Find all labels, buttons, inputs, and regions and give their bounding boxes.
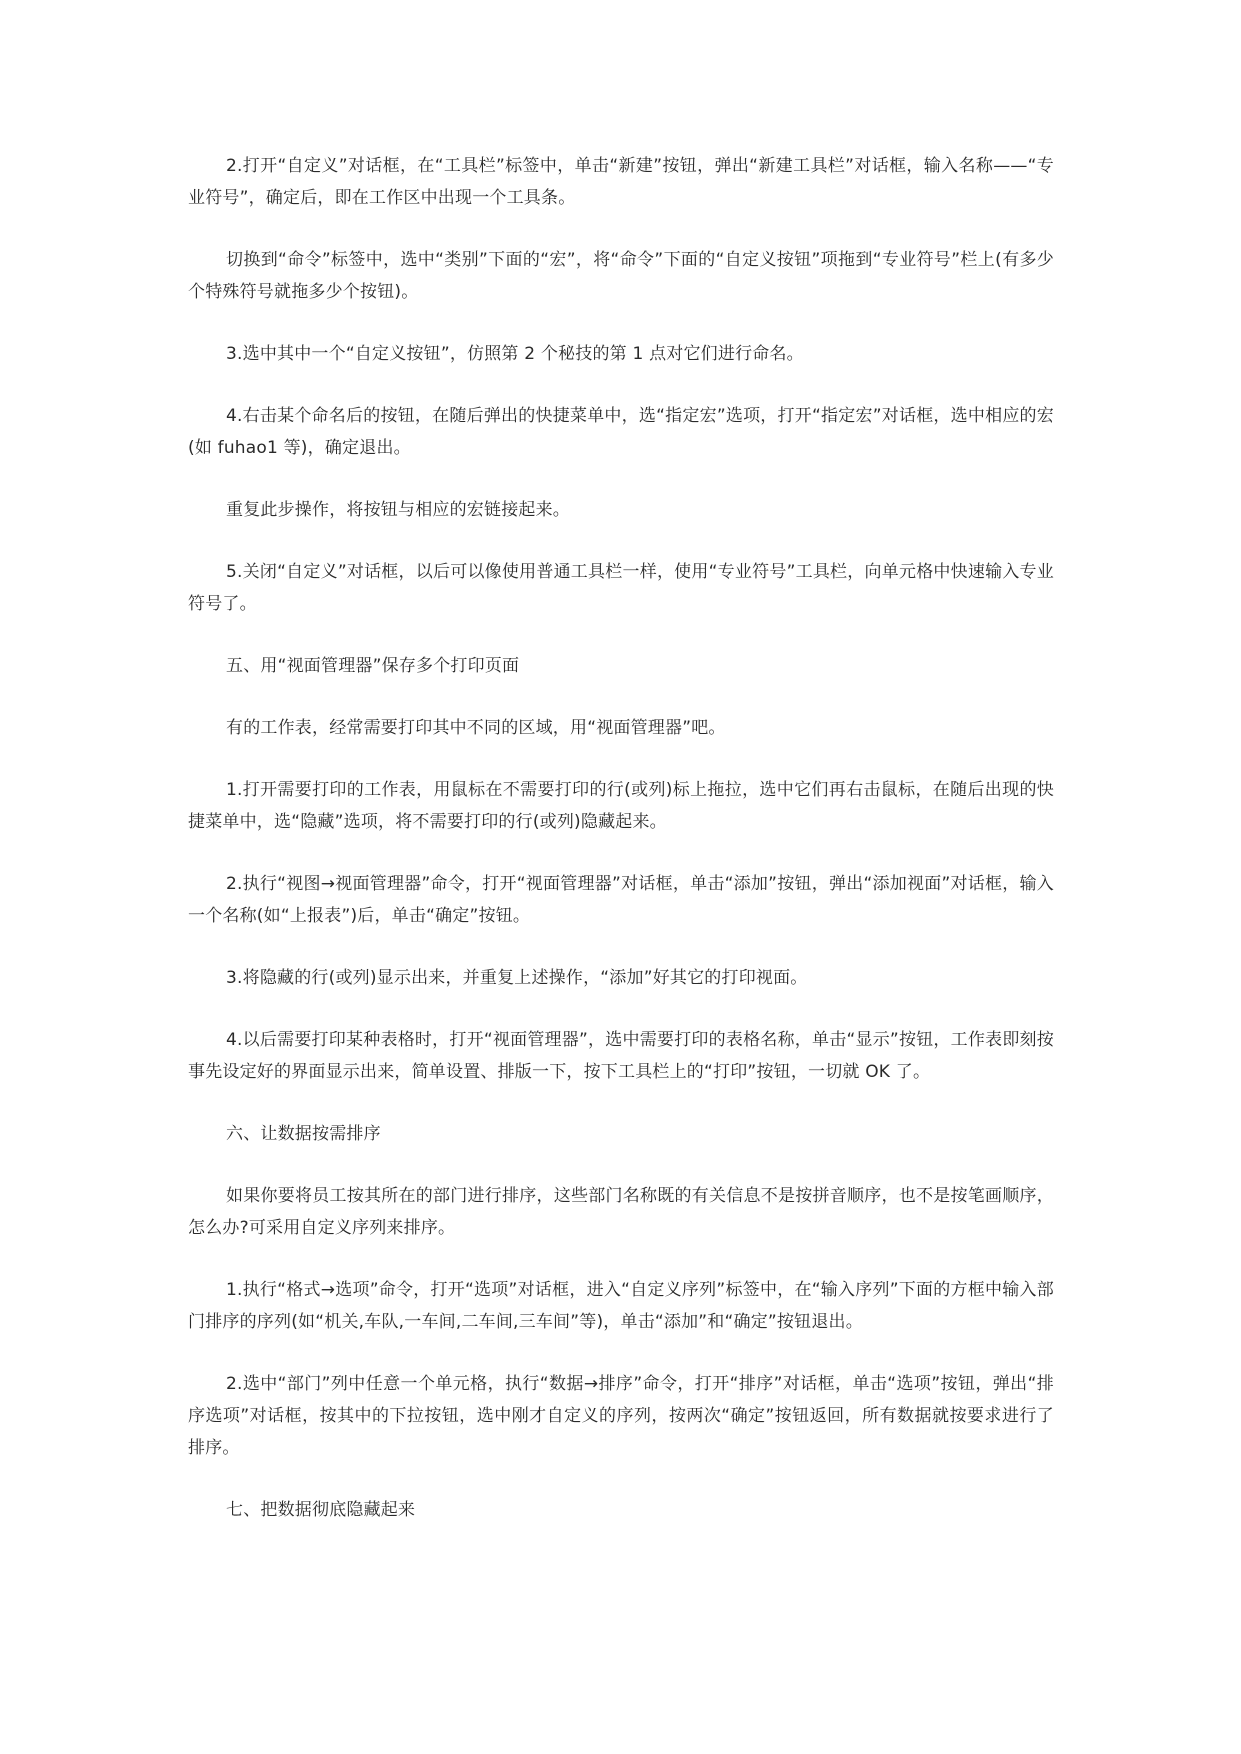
- paragraph-close-customize: 5.关闭“自定义”对话框，以后可以像使用普通工具栏一样，使用“专业符号”工具栏，向单元格中快速输入专业符号了。: [188, 562, 1054, 614]
- paragraph-sort-options: 2.选中“部门”列中任意一个单元格，执行“数据→排序”命令，打开“排序”对话框，单击“选项”按钮，弹出“排序选项”对话框，按其中的下拉按钮，选中刚才自定义的序列，按两次“确定”按钮返回，所有数据就按要求进行了排序。: [188, 1374, 1054, 1458]
- paragraph-show-rows: 3.将隐藏的行(或列)显示出来，并重复上述操作，“添加”好其它的打印视面。: [226, 968, 808, 988]
- paragraph-sort-intro: 如果你要将员工按其所在的部门进行排序，这些部门名称既的有关信息不是按拼音顺序，也不是按笔画顺序，怎么办?可采用自定义序列来排序。: [188, 1186, 1054, 1238]
- paragraph-assign-macro: 4.右击某个命名后的按钮，在随后弹出的快捷菜单中，选“指定宏”选项，打开“指定宏”对话框，选中相应的宏(如 fuhao1 等)，确定退出。: [188, 406, 1054, 458]
- paragraph-view-manager-intro: 有的工作表，经常需要打印其中不同的区域，用“视面管理器”吧。: [226, 718, 726, 738]
- paragraph-repeat-link: 重复此步操作，将按钮与相应的宏链接起来。: [226, 500, 570, 520]
- paragraph-custom-list: 1.执行“格式→选项”命令，打开“选项”对话框，进入“自定义序列”标签中，在“输入序列”下面的方框中输入部门排序的序列(如“机关,车队,一车间,二车间,三车间”等)，单击“添加”和“确定”按钮退出。: [188, 1280, 1054, 1332]
- paragraph-hide-rows: 1.打开需要打印的工作表，用鼠标在不需要打印的行(或列)标上拖拉，选中它们再右击鼠标，在随后出现的快捷菜单中，选“隐藏”选项，将不需要打印的行(或列)隐藏起来。: [188, 780, 1054, 832]
- paragraph-toolbar-create: 2.打开“自定义”对话框，在“工具栏”标签中，单击“新建”按钮，弹出“新建工具栏”对话框，输入名称——“专业符号”，确定后，即在工作区中出现一个工具条。: [188, 156, 1054, 208]
- paragraph-print-view: 4.以后需要打印某种表格时，打开“视面管理器”，选中需要打印的表格名称，单击“显示”按钮，工作表即刻按事先设定好的界面显示出来，简单设置、排版一下，按下工具栏上的“打印”按钮，一切就 OK 了。: [188, 1030, 1054, 1082]
- section-heading-custom-sort: 六、让数据按需排序: [226, 1124, 381, 1144]
- paragraph-rename-buttons: 3.选中其中一个“自定义按钮”，仿照第 2 个秘技的第 1 点对它们进行命名。: [226, 344, 804, 364]
- paragraph-add-view: 2.执行“视图→视面管理器”命令，打开“视面管理器”对话框，单击“添加”按钮，弹出“添加视面”对话框，输入一个名称(如“上报表”)后，单击“确定”按钮。: [188, 874, 1054, 926]
- section-heading-hide-data: 七、把数据彻底隐藏起来: [226, 1500, 416, 1520]
- document-page: [188, 150, 1054, 1556]
- paragraph-drag-buttons: 切换到“命令”标签中，选中“类别”下面的“宏”，将“命令”下面的“自定义按钮”项拖到“专业符号”栏上(有多少个特殊符号就拖多少个按钮)。: [188, 250, 1054, 302]
- section-heading-view-manager: 五、用“视面管理器”保存多个打印页面: [226, 656, 520, 676]
